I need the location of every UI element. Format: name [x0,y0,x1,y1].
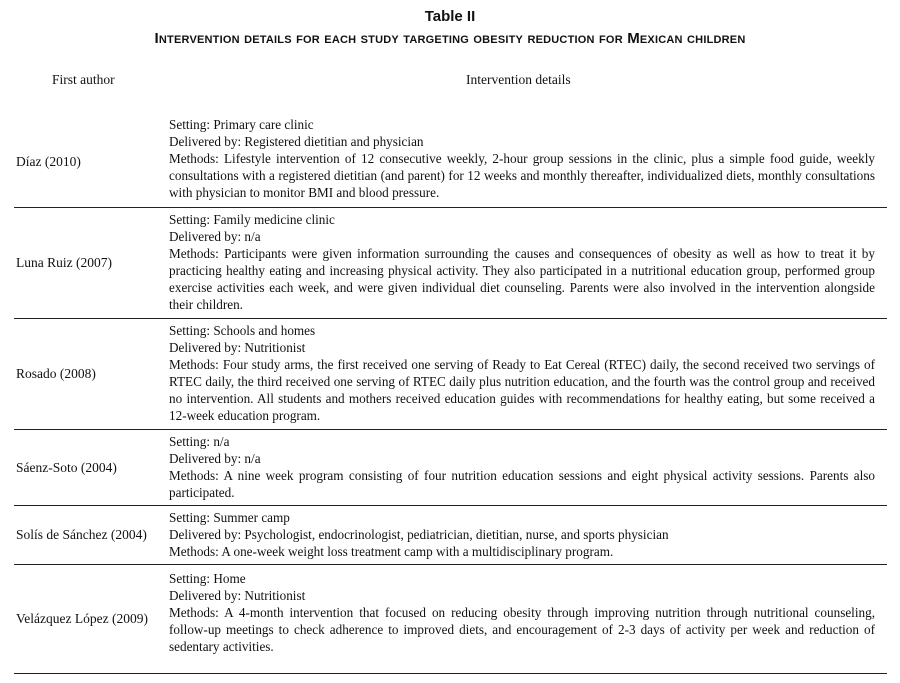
row-setting: Setting: Home [169,571,246,586]
row-methods: Methods: A nine week program consisting of four nutrition education sessions and eight physical activity sessions. Parents also participated. [169,468,875,500]
row-methods: Methods: A 4-month intervention that focused on reducing obesity through improving nutrition through nutritional counseling, follow-up meetings to check adherence to improved diets, and encouragement of 2-3 days of activity per week and reduction of sedentary activities. [169,605,875,654]
row-setting: Setting: Schools and homes [169,323,316,338]
row-details [169,319,887,429]
row-details [169,116,887,207]
row-delivered-by: Delivered by: n/a [169,229,261,244]
table-row [14,208,887,319]
table-body [14,116,887,674]
row-setting: Setting: Family medicine clinic [169,212,335,227]
row-delivered-by: Delivered by: Psychologist, endocrinologist, pediatrician, dietitian, nurse, and sports physician [169,527,669,542]
row-delivered-by: Delivered by: Registered dietitian and physician [169,134,424,149]
row-setting: Setting: n/a [169,434,230,449]
row-methods: Methods: A one-week weight loss treatment camp with a multidisciplinary program. [169,544,614,559]
table-row [14,116,887,208]
row-author: Solís de Sánchez (2004) [16,527,147,542]
table-label: Table II [424,8,476,25]
row-author: Díaz (2010) [16,153,81,169]
row-author: Luna Ruiz (2007) [16,255,112,270]
row-details [169,208,887,318]
table-row [14,506,887,565]
row-methods: Methods: Four study arms, the first received one serving of Ready to Eat Cereal (RTEC) daily, the second received two servings of RTEC daily, the third received one serving of RTEC daily plus nutrition education, and the fourth was the control group and received no intervention. All students and mothers received education guides with recommendations for healthy eating, but some received a 12-week education program. [169,357,875,423]
table-row [14,319,887,430]
row-methods: Methods: Lifestyle intervention of 12 consecutive weekly, 2-hour group sessions in the clinic, plus a simple food guide, weekly consultations with a registered dietitian (and parent) for 12 weeks and monthly thereafter, individualized diets, monthly consultations with physician to monitor BMI and blood pressure. [169,151,875,200]
table-row [14,565,887,674]
row-author: Rosado (2008) [16,366,96,381]
column-header-author: First author [52,72,115,87]
table-caption: Intervention details for each study targeting obesity reduction for Mexican children [154,30,746,47]
row-delivered-by: Delivered by: Nutritionist [169,588,306,603]
row-details [169,430,887,505]
row-delivered-by: Delivered by: Nutritionist [169,340,306,355]
table-row [14,430,887,506]
row-details [169,506,887,564]
row-methods: Methods: Participants were given information surrounding the causes and consequences of obesity as well as how to treat it by practicing healthy eating and increasing physical activity. They also participated in a nutritional education group, performed group exercise activities each week, and were given individual diet counseling. Parents were also involved in the intervention alongside their children. [169,246,875,312]
row-author: Velázquez López (2009) [16,611,148,626]
column-header-details: Intervention details [466,72,571,87]
row-details [169,565,887,673]
row-setting: Setting: Primary care clinic [169,117,314,132]
row-delivered-by: Delivered by: n/a [169,451,261,466]
row-author: Sáenz-Soto (2004) [16,459,117,475]
row-setting: Setting: Summer camp [169,510,290,525]
